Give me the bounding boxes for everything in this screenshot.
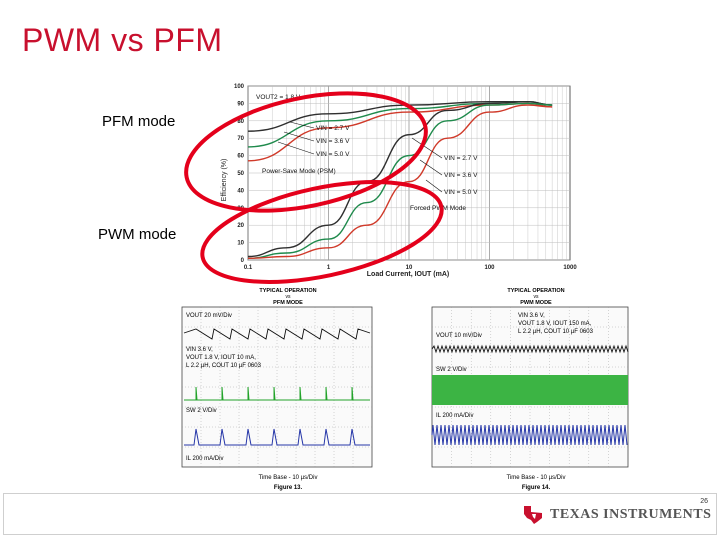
scope-pwm-header-2: vs — [533, 294, 539, 300]
efficiency-y-tick-label: 50 — [237, 171, 244, 177]
annotation-psm-vin-27: VIN = 2.7 V — [316, 125, 350, 132]
scope-pfm-sw-label: SW 2 V/Div — [186, 408, 217, 414]
annotation-pwm-vin-27: VIN = 2.7 V — [444, 155, 478, 162]
scope-pwm-vout-label: VOUT 10 mV/Div — [436, 333, 482, 339]
annotation-psm-vin-36: VIN = 3.6 V — [316, 138, 350, 145]
scope-pfm-header-2: vs — [285, 294, 291, 300]
efficiency-x-tick-label: 1000 — [563, 265, 577, 271]
efficiency-y-tick-label: 80 — [237, 118, 244, 125]
scope-pfm-vout-label: VOUT 20 mV/Div — [186, 313, 232, 319]
page-number: 26 — [700, 498, 708, 505]
efficiency-y-tick-label: 30 — [237, 205, 244, 212]
efficiency-y-tick-label: 60 — [237, 153, 244, 160]
scope-pwm-header-3: PWM MODE — [520, 300, 552, 306]
efficiency-x-tick-label: 10 — [405, 265, 413, 271]
efficiency-x-axis-label: Load Current, IOUT (mA) — [366, 271, 450, 278]
scope-pfm-il-label: IL 200 mA/Div — [186, 456, 224, 462]
scope-pfm-time-base: Time Base - 10 µs/Div — [258, 475, 318, 481]
efficiency-chart — [212, 80, 584, 280]
efficiency-x-tick-label: 0.1 — [243, 265, 253, 271]
scope-pwm-condition-3: L 2.2 µH, COUT 10 µF 0603 — [518, 329, 593, 335]
efficiency-y-tick-label: 90 — [237, 101, 244, 108]
scope-pfm-condition-1: VIN 3.6 V, — [186, 347, 213, 353]
ti-logo — [522, 505, 711, 525]
annotation-vout: VOUT2 = 1.8 V — [256, 94, 301, 101]
ti-logo-text: TEXAS INSTRUMENTS — [550, 507, 712, 522]
scope-pwm-time-base: Time Base - 10 µs/Div — [506, 475, 566, 481]
scope-pfm-figure: Figure 13. — [273, 485, 303, 491]
scope-pfm-header-1: TYPICAL OPERATION — [259, 288, 317, 294]
efficiency-y-tick-label: 70 — [237, 136, 244, 143]
efficiency-y-tick-label: 100 — [233, 84, 244, 90]
efficiency-y-tick-labels — [234, 84, 245, 264]
annotation-pwm-vin-50: VIN = 5.0 V — [444, 189, 478, 196]
efficiency-x-tick-label: 1 — [326, 265, 331, 271]
pwm-mode-label: PWM mode — [98, 226, 177, 243]
scope-pfm-header-3: PFM MODE — [273, 300, 303, 306]
efficiency-y-axis-label: Efficiency (%) — [221, 158, 228, 202]
scope-pwm-condition-1: VIN 3.6 V, — [518, 313, 545, 319]
annotation-psm-mode: Power-Save Mode (PSM) — [262, 168, 336, 175]
scope-pwm — [426, 285, 632, 495]
scope-pfm-condition-3: L 2.2 µH, COUT 10 µF 0603 — [186, 363, 261, 369]
efficiency-y-tick-label: 0 — [240, 258, 244, 264]
slide-title: PWM vs PFM — [22, 22, 223, 58]
annotation-pwm-vin-36: VIN = 3.6 V — [444, 172, 478, 179]
scope-pwm-condition-2: VOUT 1.8 V, IOUT 150 mA, — [518, 321, 592, 327]
pfm-mode-label: PFM mode — [102, 113, 176, 130]
scope-pwm-sw-label: SW 2 V/Div — [436, 367, 467, 373]
scope-pwm-figure: Figure 14. — [521, 485, 551, 491]
efficiency-y-tick-label: 10 — [237, 240, 244, 247]
scope-pwm-il-label: IL 200 mA/Div — [436, 413, 474, 419]
efficiency-y-tick-label: 20 — [237, 223, 244, 230]
scope-pfm-condition-2: VOUT 1.8 V, IOUT 10 mA, — [186, 355, 256, 361]
efficiency-y-tick-label: 40 — [237, 188, 244, 195]
texas-map-icon — [522, 505, 544, 525]
efficiency-x-tick-label: 100 — [484, 265, 495, 271]
annotation-pwm-mode: Forced PWM Mode — [410, 205, 466, 212]
scope-pwm-header-1: TYPICAL OPERATION — [507, 288, 565, 294]
scope-pfm — [176, 285, 376, 495]
scope-pwm-sw-trace — [432, 375, 628, 405]
annotation-psm-vin-50: VIN = 5.0 V — [316, 151, 350, 158]
